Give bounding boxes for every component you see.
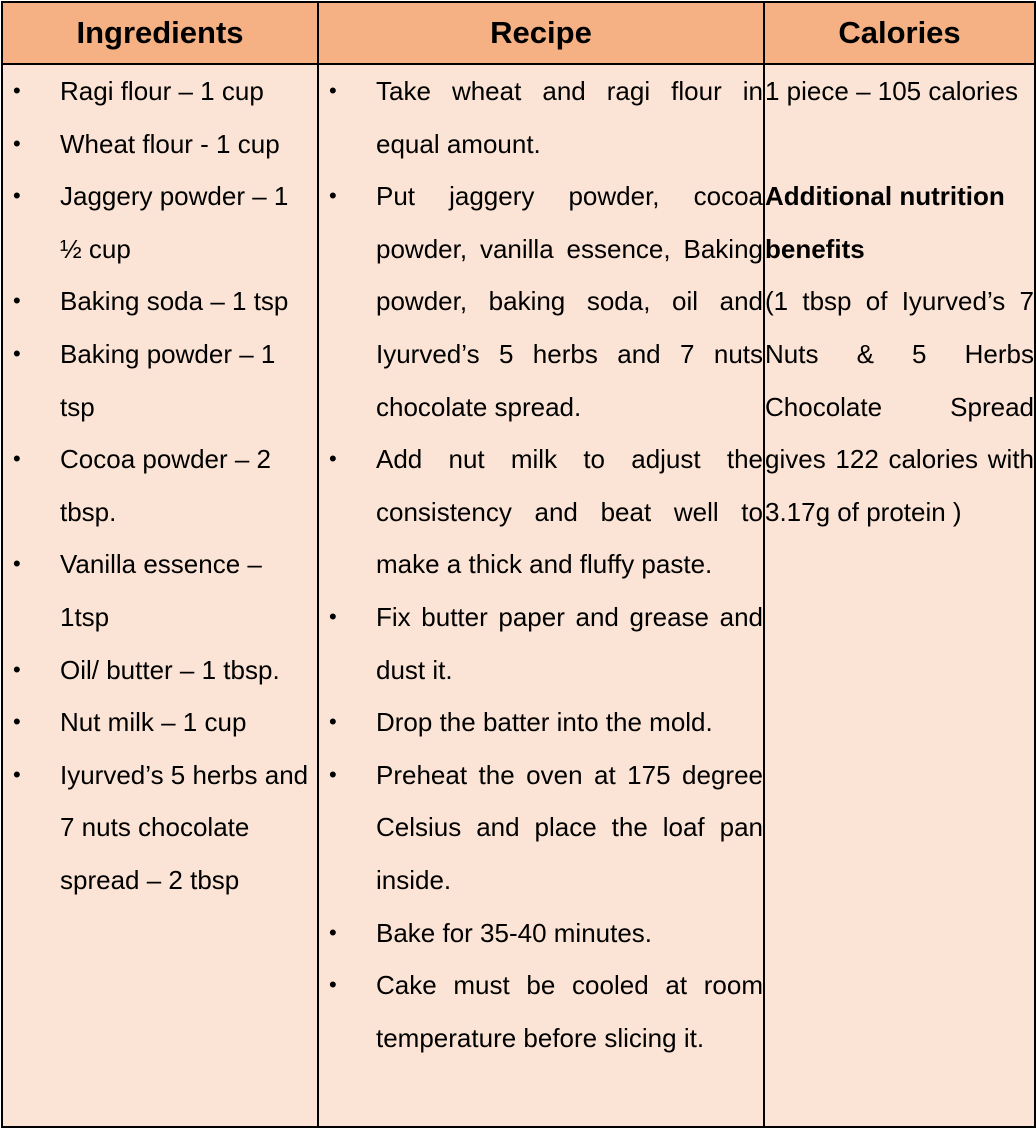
- ingredient-item: [3, 433, 317, 538]
- ingredients-list: [3, 65, 317, 907]
- calories-per-piece: 1 piece – 105 calories: [765, 76, 1018, 106]
- recipe-step: [319, 65, 763, 170]
- ingredient-item: [3, 644, 317, 697]
- header-row: [2, 2, 1035, 64]
- ingredient-item: [3, 65, 317, 118]
- content-row: [2, 64, 1035, 1127]
- ingredient-item-text: Wheat flour - 1 cup: [60, 128, 280, 159]
- bullet-icon: •: [13, 78, 21, 103]
- bullet-icon: •: [329, 972, 337, 998]
- recipe-cell: [318, 64, 764, 1127]
- bullet-icon: •: [329, 603, 337, 629]
- spacer: [765, 118, 1034, 171]
- additional-benefits-text: (1 tbsp of Iyurved’s 7 Nuts & 5 Herbs Chocolate Spread gives 122 calories with 3.17g of protein ): [765, 286, 1034, 527]
- ingredient-item-text: Nut milk – 1 cup: [60, 707, 247, 738]
- ingredient-item: [3, 538, 317, 643]
- recipe-step: [319, 696, 763, 749]
- recipe-step: [319, 959, 763, 1064]
- bullet-icon: •: [329, 709, 337, 735]
- bullet-icon: •: [329, 446, 337, 472]
- recipe-step-text: Add nut milk to adjust the consistency and beat well to make a thick and fluffy paste.: [376, 444, 763, 580]
- additional-benefits-title: Additional nutrition benefits: [765, 181, 1005, 264]
- ingredient-item-text: Oil/ butter – 1 tbsp.: [60, 654, 280, 685]
- ingredient-item-text: Baking soda – 1 tsp: [60, 286, 289, 317]
- bullet-icon: •: [13, 761, 21, 787]
- recipe-step-text: Fix butter paper and grease and dust it.: [376, 601, 763, 685]
- bullet-icon: •: [13, 446, 21, 472]
- recipe-table: [1, 1, 1036, 1128]
- ingredient-item-text: Jaggery powder – 1 ½ cup: [60, 181, 289, 264]
- bullet-icon: •: [13, 709, 21, 735]
- header-calories: Calories: [764, 2, 1035, 64]
- ingredient-item: [3, 275, 317, 328]
- bullet-icon: •: [13, 183, 21, 209]
- recipe-step-text: Take wheat and ragi flour in equal amount.: [376, 76, 763, 159]
- header-ingredients: Ingredients: [2, 2, 318, 64]
- ingredient-item: [3, 118, 317, 171]
- recipe-step: [319, 170, 763, 433]
- bullet-icon: •: [13, 130, 21, 156]
- recipe-step-text: Preheat the oven at 175 degree Celsius and place the loaf pan inside.: [376, 759, 763, 895]
- recipe-step-text: Put jaggery powder, cocoa powder, vanilla essence, Baking powder, baking soda, oil and Iyurved’s 5 herbs and 7 nuts chocolate spread.: [376, 181, 763, 422]
- bullet-icon: •: [13, 288, 21, 314]
- ingredient-item-text: Baking powder – 1 tsp: [60, 338, 276, 422]
- bullet-icon: •: [13, 551, 21, 577]
- recipe-step-text: Cake must be cooled at room temperature before slicing it.: [376, 970, 763, 1053]
- recipe-step: [319, 591, 763, 696]
- recipe-step: [319, 907, 763, 960]
- recipe-step-text: Drop the batter into the mold.: [376, 707, 713, 738]
- ingredient-item: [3, 170, 317, 275]
- bullet-icon: •: [329, 78, 337, 103]
- ingredient-item-text: Ragi flour – 1 cup: [60, 76, 264, 106]
- bullet-icon: •: [329, 919, 337, 945]
- recipe-step-text: Bake for 35-40 minutes.: [376, 917, 653, 948]
- ingredient-item: [3, 749, 317, 907]
- recipe-steps-list: [319, 65, 763, 1064]
- ingredients-cell: [2, 64, 318, 1127]
- calories-cell: [764, 64, 1035, 1127]
- header-recipe: Recipe: [318, 2, 764, 64]
- ingredient-item-text: Iyurved’s 5 herbs and 7 nuts chocolate spread – 2 tbsp: [60, 759, 309, 895]
- bullet-icon: •: [329, 761, 337, 787]
- bullet-icon: •: [13, 656, 21, 682]
- ingredient-item: [3, 696, 317, 749]
- bullet-icon: •: [329, 183, 337, 209]
- ingredient-item: [3, 328, 317, 433]
- bullet-icon: •: [13, 340, 21, 366]
- ingredient-item-text: Vanilla essence – 1tsp: [60, 549, 262, 632]
- ingredient-item-text: Cocoa powder – 2 tbsp.: [60, 444, 272, 527]
- recipe-step: [319, 433, 763, 591]
- recipe-step: [319, 749, 763, 907]
